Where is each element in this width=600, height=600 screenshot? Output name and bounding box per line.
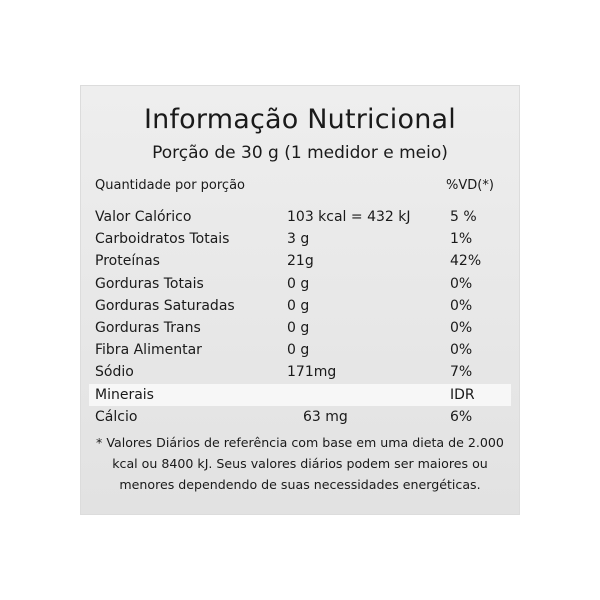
- nutrient-row-fibra: [95, 339, 505, 361]
- nutrient-amount: 103 kcal = 432 kJ: [287, 209, 411, 225]
- nutrient-daily-value: 5 %: [450, 209, 477, 225]
- nutrient-amount: 3 g: [287, 231, 310, 248]
- nutrient-row-carboidratos: [95, 228, 505, 250]
- table-header: [95, 176, 505, 196]
- nutrient-daily-value: 42%: [450, 253, 482, 270]
- nutrient-row-sodio: [95, 361, 505, 383]
- nutrient-name: Sódio: [95, 364, 134, 381]
- nutrient-amount: 0 g: [287, 342, 310, 359]
- daily-value-header: %VD(*): [446, 178, 494, 193]
- nutrient-name: Valor Calórico: [95, 209, 192, 225]
- nutrient-name: Gorduras Saturadas: [95, 297, 235, 314]
- nutrient-daily-value: 0%: [450, 319, 473, 336]
- amount-per-serving-header: Quantidade por porção: [95, 178, 246, 193]
- nutrient-amount: 21g: [287, 253, 314, 270]
- nutrient-daily-value: 7%: [450, 364, 473, 381]
- nutrient-amount: 0 g: [287, 319, 310, 336]
- label-title: Informação Nutricional: [144, 104, 456, 135]
- nutrient-daily-value: IDR: [450, 386, 475, 403]
- nutrient-row-gorduras-totais: [95, 273, 505, 295]
- nutrient-daily-value: 0%: [450, 342, 473, 359]
- nutrient-amount: 171mg: [287, 364, 337, 381]
- nutrient-amount: 0 g: [287, 275, 310, 292]
- nutrient-row-proteinas: [95, 250, 505, 272]
- nutrient-row-gorduras-saturadas: [95, 295, 505, 317]
- nutrient-row-calcio: [95, 406, 505, 428]
- nutrient-name: Carboidratos Totais: [95, 231, 230, 248]
- nutrient-daily-value: 6%: [450, 408, 473, 425]
- nutrient-name: Proteínas: [95, 253, 160, 270]
- nutrient-name: Gorduras Trans: [95, 319, 201, 336]
- nutrient-row-gorduras-trans: [95, 317, 505, 339]
- nutrient-amount: 0 g: [287, 297, 310, 314]
- nutrient-name: Minerais: [95, 386, 154, 403]
- minerals-section-header: [89, 384, 511, 406]
- serving-size: Porção de 30 g (1 medidor e meio): [152, 143, 448, 163]
- nutrient-name: Gorduras Totais: [95, 275, 204, 292]
- nutrient-amount: 63 mg: [303, 408, 348, 425]
- nutrition-facts-label: [80, 85, 520, 515]
- nutrient-daily-value: 0%: [450, 275, 473, 292]
- daily-value-footnote: * Valores Diários de referência com base em uma dieta de 2.000 kcal ou 8400 kJ. Seus valores diários podem ser maiores ou menores dependendo de suas necessidades energéticas.: [96, 435, 504, 492]
- nutrient-table: [95, 206, 505, 428]
- nutrient-name: Cálcio: [95, 408, 138, 425]
- nutrient-daily-value: 0%: [450, 297, 473, 314]
- nutrient-name: Fibra Alimentar: [95, 342, 202, 359]
- nutrient-row-valor-calorico: [95, 206, 505, 228]
- nutrient-daily-value: 1%: [450, 231, 473, 248]
